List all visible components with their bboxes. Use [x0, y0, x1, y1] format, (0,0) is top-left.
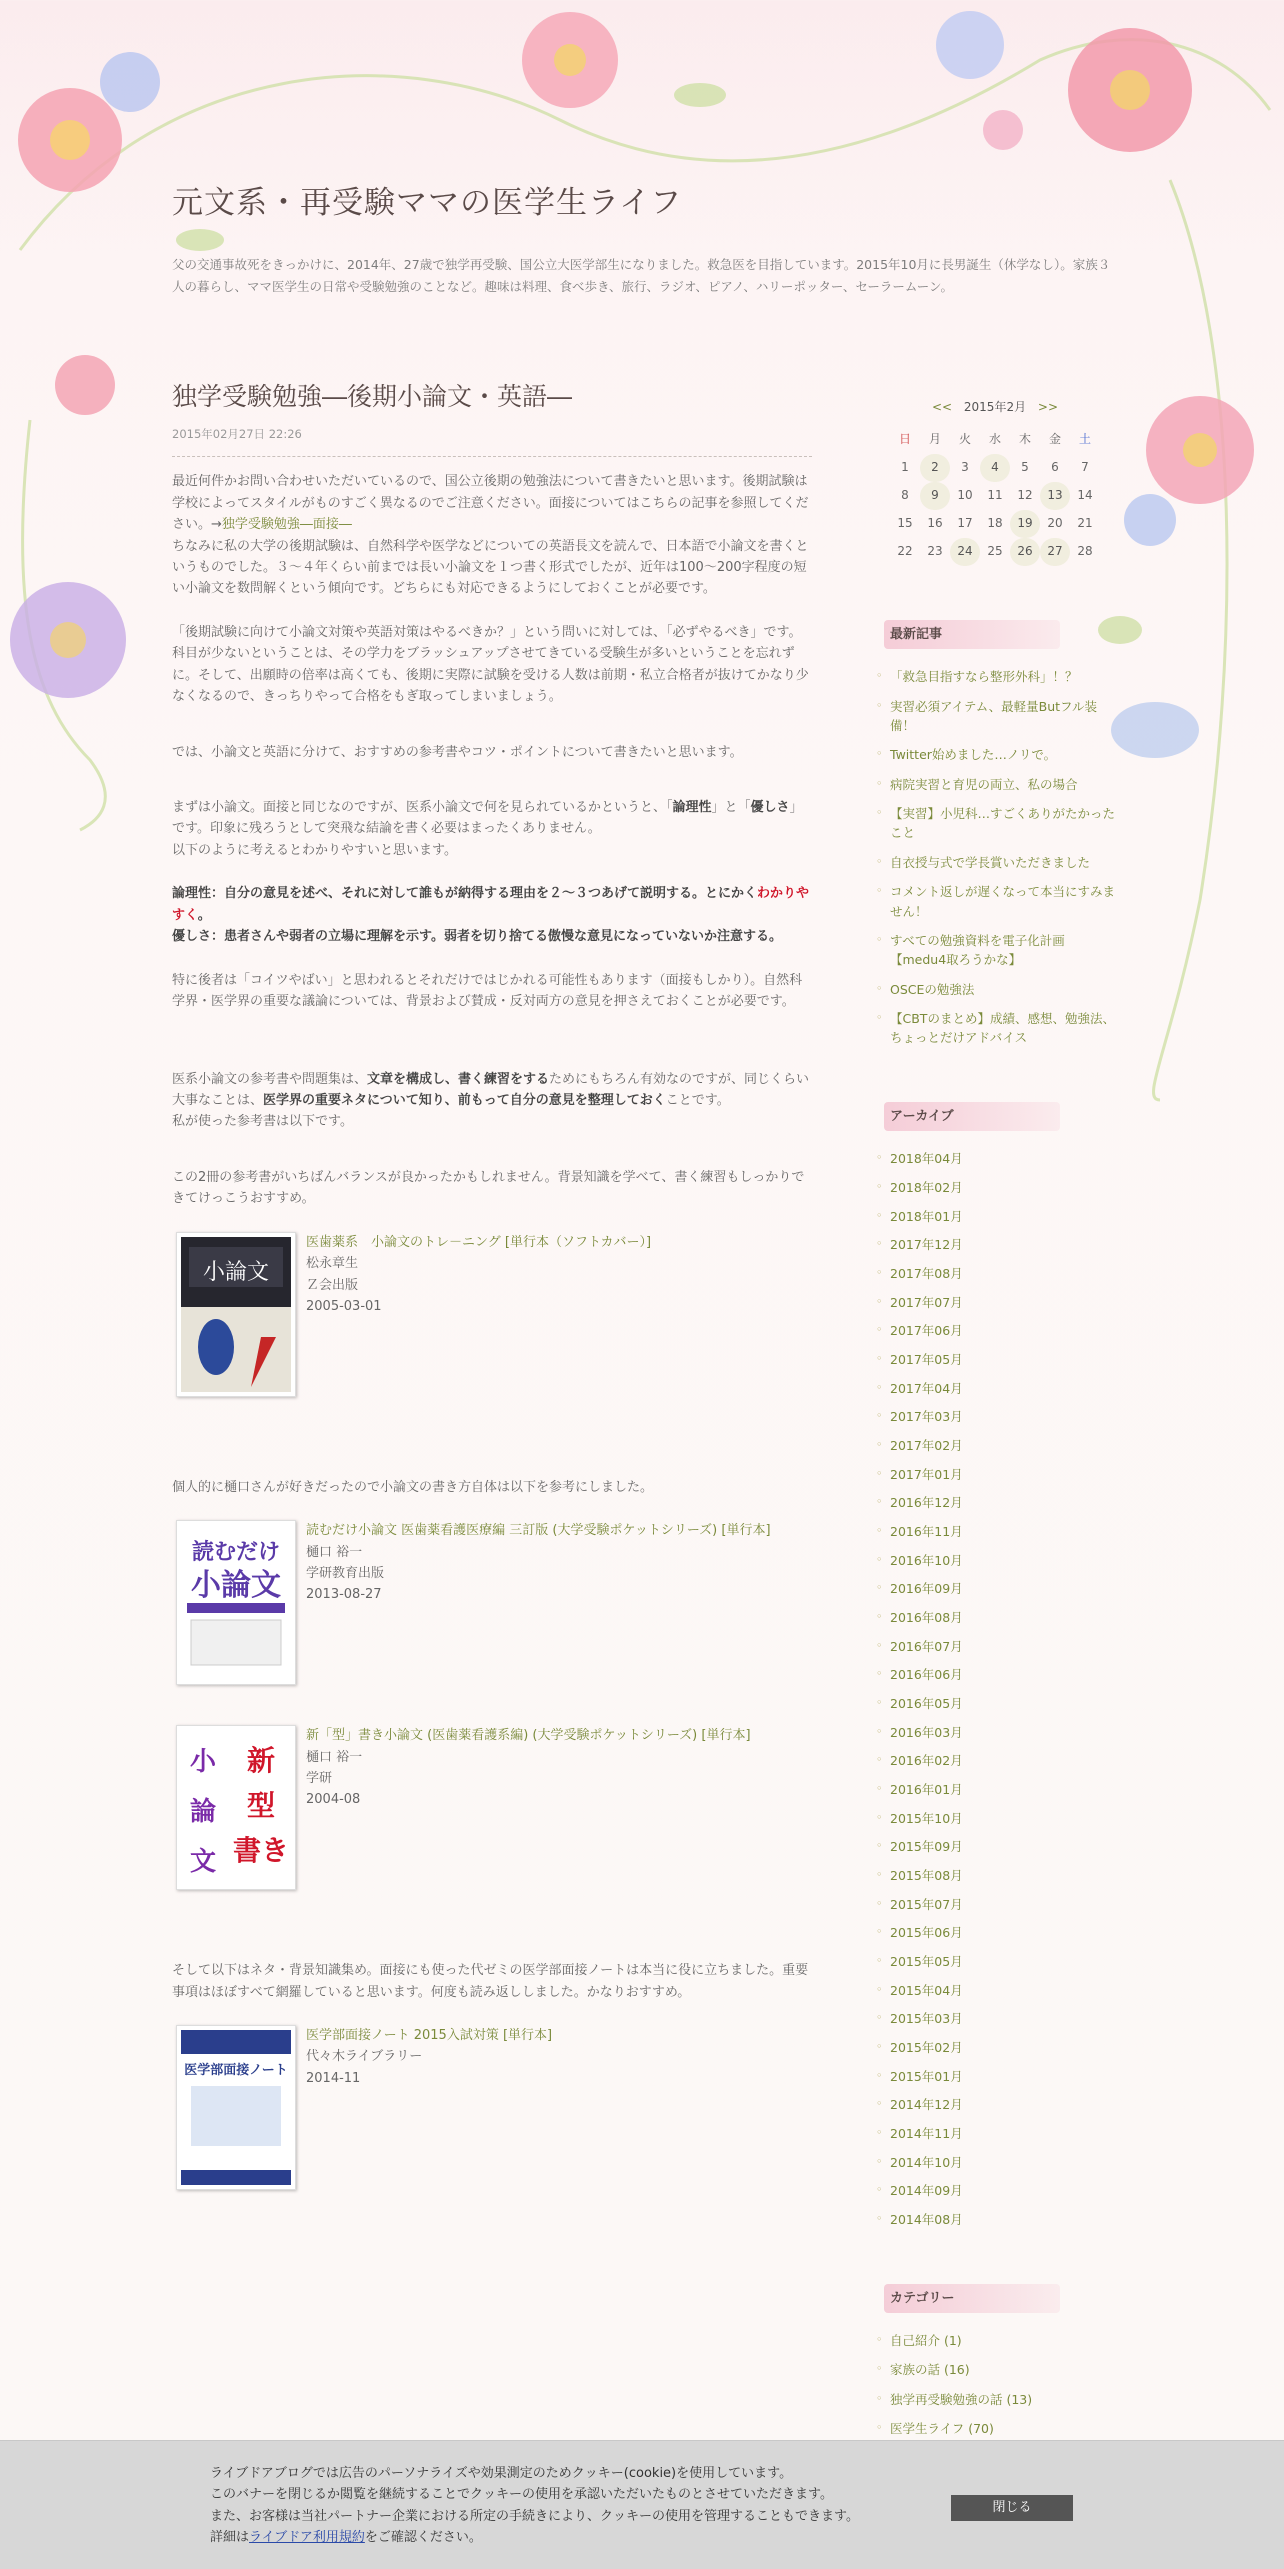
calendar-day-link[interactable]: 9: [920, 482, 950, 510]
calendar-next-link[interactable]: >>: [1037, 400, 1059, 414]
book-info: [306, 1232, 651, 1397]
book-title-link[interactable]: 医学部面接ノート 2015入試対策 [単行本]: [306, 2028, 553, 2044]
archive-month-link[interactable]: ◦ 2016年06月: [890, 1665, 1120, 1684]
text: 最近何件かお問い合わせいただいているので、国公立後期の勉強法について書きたいと思います。後期試験は学校によってスタイルがものすごく異なるのでご注意ください。面接についてはこちらの記事を参照してください。→: [172, 474, 809, 533]
calendar-day-link[interactable]: 27: [1040, 538, 1070, 566]
archive-heading: アーカイブ: [890, 1100, 1040, 1133]
category-link[interactable]: ◦ 家族の話 (16): [890, 2360, 1120, 2379]
calendar-day-link[interactable]: 24: [950, 538, 980, 566]
book-author: 樋口 裕一: [306, 1749, 363, 1765]
calendar-weekday: 日: [898, 431, 911, 446]
book-item: [176, 1520, 812, 1685]
book-publisher: 学研教育出版: [306, 1566, 385, 1582]
text: 」です。印象に残ろうとして突飛な結論を書く必要はまったくありません。: [172, 800, 803, 837]
cookie-line: [210, 2527, 859, 2548]
archive-month-link[interactable]: ◦ 2016年12月: [890, 1493, 1120, 1512]
recent-post-link[interactable]: ◦ Twitter始めました…ノリで。: [890, 745, 1120, 764]
calendar-day: 21: [1077, 515, 1093, 530]
archive-month-link[interactable]: ◦ 2015年08月: [890, 1866, 1120, 1885]
calendar-day: 3: [961, 459, 969, 474]
archive-month-link[interactable]: ◦ 2017年07月: [890, 1293, 1120, 1312]
entry-date: 2015年02月27日 22:26: [172, 425, 812, 457]
archive-month-link[interactable]: ◦ 2017年03月: [890, 1407, 1120, 1426]
entry-title[interactable]: 独学受験勉強―後期小論文・英語―: [172, 382, 573, 411]
paragraph-intro: [172, 471, 812, 600]
archive-month-link[interactable]: ◦ 2016年07月: [890, 1637, 1120, 1656]
book-info: [306, 2025, 552, 2190]
cookie-line: このバナーを閉じるか閲覧を継続することでクッキーの使用を承認いただいたものとさせていただきます。: [210, 2487, 833, 2503]
book-info: [306, 1520, 771, 1685]
calendar: [890, 398, 1100, 566]
calendar-day: 11: [987, 487, 1003, 502]
cookie-line: また、お客様は当社パートナー企業における所定の手続きにより、クッキーの使用を管理することもできます。: [210, 2508, 859, 2524]
archive-month-link[interactable]: ◦ 2014年09月: [890, 2181, 1120, 2200]
recent-post-link[interactable]: ◦ 病院実習と育児の両立、私の場合: [890, 775, 1120, 794]
interview-article-link[interactable]: 独学受験勉強―面接―: [221, 517, 352, 533]
calendar-month: 2015年2月: [963, 400, 1027, 414]
calendar-day: 14: [1077, 487, 1093, 502]
archive-month-link[interactable]: ◦ 2014年12月: [890, 2095, 1120, 2114]
archive-month-link[interactable]: ◦ 2017年04月: [890, 1379, 1120, 1398]
archive-month-link[interactable]: ◦ 2015年04月: [890, 1981, 1120, 2000]
archive-month-link[interactable]: ◦ 2015年05月: [890, 1952, 1120, 1971]
book-publisher: 2014-11: [306, 2070, 361, 2086]
paragraph-essay-points: [172, 797, 812, 861]
text: 論理性：自分の意見を述べ、それに対して誰もが納得する理由を２～３つあげて説明する。とにかく: [172, 886, 758, 902]
book-title-link[interactable]: 医歯薬系 小論文のトレ－ニング [単行本（ソフトカバー）]: [306, 1234, 652, 1250]
book-item: [176, 1232, 812, 1397]
archive-month-link[interactable]: ◦ 2016年11月: [890, 1522, 1120, 1541]
svg-text:小論文: 小論文: [191, 1568, 281, 1604]
calendar-day: 28: [1077, 543, 1093, 558]
archive-list: [890, 1149, 1120, 2229]
recent-posts-list: [890, 667, 1120, 1048]
archive-month-link[interactable]: ◦ 2016年10月: [890, 1551, 1120, 1570]
recent-post-link[interactable]: ◦ 「救急目指すなら整形外科」！？: [890, 667, 1120, 686]
svg-text:論: 論: [189, 1797, 217, 1828]
paragraph-definitions: [172, 883, 812, 947]
text: をご確認ください。: [364, 2530, 482, 2546]
entry-body: [172, 471, 812, 2190]
blog-description: 父の交通事故死をきっかけに、2014年、27歳で独学再受験、国公立大医学部生になりました。救急医を目指しています。2015年10月に長男誕生（休学なし）。家族３人の暮らし、ママ医学生の日常や受験勉強のことなど。趣味は料理、食べ歩き、旅行、ラジオ、ピアノ、ハリーポッター、セーラームーン。: [172, 257, 1111, 294]
archive-month-link[interactable]: ◦ 2017年06月: [890, 1321, 1120, 1340]
book-publisher: 学研: [306, 1771, 333, 1787]
text: 優しさ：患者さんや弱者の立場に理解を示す。弱者を切り捨てる傲慢な意見になっていないか注意する。: [172, 929, 782, 945]
text: 詳細は: [210, 2530, 250, 2546]
calendar-day: 7: [1081, 459, 1089, 474]
text: 医系小論文の参考書や問題集は、: [172, 1071, 368, 1087]
red-emphasis: わかりやすく: [172, 886, 810, 923]
archive-month-link[interactable]: ◦ 2014年11月: [890, 2124, 1120, 2143]
recent-post-link[interactable]: ◦ 【CBTのまとめ】成績、感想、勉強法、ちょっとだけアドバイス: [890, 1009, 1120, 1048]
calendar-day: 17: [957, 515, 973, 530]
category-heading: カテゴリー: [890, 2282, 1040, 2315]
text: 私が使った参考書は以下です。: [172, 1114, 353, 1130]
archive-month-link[interactable]: ◦ 2018年01月: [890, 1207, 1120, 1226]
paragraph-caution: 特に後者は「コイツやばい」と思われるとそれだけではじかれる可能性もあります（面接もしかり）。自然科学界・医学界の重要な議論については、背景および賛成・反対両方の意見を押さえておくことが必要です。: [172, 972, 803, 1010]
calendar-day: 10: [957, 487, 973, 502]
category-link[interactable]: ◦ 自己紹介 (1): [890, 2331, 1120, 2350]
archive-month-link[interactable]: ◦ 2015年06月: [890, 1923, 1120, 1942]
text: まずは小論文。面接と同じなのですが、医系小論文で何を見られているかというと、「: [172, 800, 673, 816]
archive-month-link[interactable]: ◦ 2015年01月: [890, 2067, 1120, 2086]
recent-posts-heading: 最新記事: [890, 618, 1040, 651]
calendar-weekday: 火: [958, 431, 971, 446]
archive-month-link[interactable]: ◦ 2017年08月: [890, 1264, 1120, 1283]
calendar-day: 25: [987, 543, 1003, 558]
archive-month-link[interactable]: ◦ 2015年07月: [890, 1895, 1120, 1914]
archive-month-link[interactable]: ◦ 2018年04月: [890, 1149, 1120, 1168]
book-cover-image[interactable]: [176, 1232, 296, 1397]
archive-month-link[interactable]: ◦ 2014年10月: [890, 2153, 1120, 2172]
recent-post-link[interactable]: ◦ 実習必須アイテム、最軽量Butフル装備！: [890, 697, 1120, 736]
archive-month-link[interactable]: ◦ 2016年05月: [890, 1694, 1120, 1713]
svg-text:小論文: 小論文: [202, 1259, 270, 1285]
sidebar: [890, 398, 1120, 2507]
bold-text: 論理性: [672, 800, 712, 816]
archive-month-link[interactable]: ◦ 2016年09月: [890, 1579, 1120, 1598]
paragraph-should-study: 「後期試験に向けて小論文対策や英語対策はやるべきか？」という問いに対しては、「必ずやるべき」です。科目が少ないということは、その学力をブラッシュアップさせてきている受験生が多いということを忘れずに。そして、出願時の倍率は高くても、後期に実際に試験を受ける人数は前期・私立合格者が抜けてかなり少なくなるので、きっちりやって合格をもぎ取ってしまいましょう。: [172, 624, 809, 705]
archive-month-link[interactable]: ◦ 2016年02月: [890, 1751, 1120, 1770]
calendar-day-link[interactable]: 2: [920, 454, 950, 482]
calendar-weekday: 金: [1048, 431, 1061, 446]
bold-text: 優しさ: [750, 800, 790, 816]
calendar-day-link[interactable]: 13: [1040, 482, 1070, 510]
calendar-day: 15: [897, 515, 913, 530]
text: ためにもちろん有効なのですが、同じくらい大事なことは、: [172, 1071, 810, 1108]
archive-month-link[interactable]: ◦ 2015年02月: [890, 2038, 1120, 2057]
text: 。: [197, 907, 211, 923]
archive-month-link[interactable]: ◦ 2015年09月: [890, 1837, 1120, 1856]
calendar-day: 18: [987, 515, 1003, 530]
text: 」と「: [711, 800, 751, 816]
calendar-day-link[interactable]: 26: [1010, 538, 1040, 566]
cookie-close-button[interactable]: 閉じる: [951, 2495, 1073, 2521]
calendar-day: 16: [927, 515, 943, 530]
terms-link[interactable]: ライブドア利用規約: [249, 2530, 365, 2546]
calendar-day: 22: [897, 543, 913, 558]
text: ちなみに私の大学の後期試験は、自然科学や医学などについての英語長文を読んで、日本語で小論文を書くというものでした。３～４年くらい前までは長い小論文を１つ書く形式でしたが、近年は100～200字程度の短い小論文を数問解くという傾向です。どちらにも対応できるようにしておくことが必要です。: [172, 538, 809, 597]
archive-month-link[interactable]: ◦ 2016年08月: [890, 1608, 1120, 1627]
calendar-day: 5: [1021, 459, 1029, 474]
calendar-day: 1: [901, 459, 909, 474]
archive-month-link[interactable]: ◦ 2016年01月: [890, 1780, 1120, 1799]
category-link[interactable]: ◦ 医学生ライフ (70): [890, 2419, 1120, 2438]
paragraph-higuchi: 個人的に樋口さんが好きだったので小論文の書き方自体は以下を参考にしました。: [172, 1479, 654, 1495]
calendar-weekday: 水: [988, 431, 1001, 446]
calendar-table: [890, 426, 1100, 566]
book-author: 代々木ライブラリー: [306, 2049, 423, 2065]
book-cover-image[interactable]: [176, 1725, 296, 1890]
calendar-header: [890, 398, 1100, 418]
svg-text:読むだけ: 読むだけ: [191, 1540, 281, 1566]
archive-month-link[interactable]: ◦ 2016年03月: [890, 1723, 1120, 1742]
paragraph-overview: では、小論文と英語に分けて、おすすめの参考書やコツ・ポイントについて書きたいと思います。: [172, 744, 743, 760]
book-item: [176, 1725, 812, 1890]
text: ことです。: [665, 1092, 730, 1108]
calendar-day-link[interactable]: 19: [1010, 510, 1040, 538]
svg-text:新: 新: [246, 1744, 276, 1778]
book-title-link[interactable]: 新「型」書き小論文 (医歯薬看護系編) (大学受験ポケットシリーズ) [単行本]: [306, 1728, 751, 1744]
archive-month-link[interactable]: ◦ 2018年02月: [890, 1178, 1120, 1197]
book-item: [176, 2025, 812, 2190]
svg-text:小: 小: [189, 1747, 217, 1778]
recent-post-link[interactable]: ◦ すべての勉強資料を電子化計画【medu4取ろうかな】: [890, 931, 1120, 970]
bold-text: 医学界の重要ネタについて知り、前もって自分の意見を整理しておく: [263, 1092, 666, 1108]
text: 以下のように考えるとわかりやすいと思います。: [172, 842, 457, 858]
book-date: 2004-08: [306, 1792, 361, 1808]
calendar-day: 20: [1047, 515, 1063, 530]
book-date: 2005-03-01: [306, 1299, 382, 1315]
archive-month-link[interactable]: ◦ 2015年03月: [890, 2009, 1120, 2028]
book-cover-image[interactable]: [176, 1520, 296, 1685]
book-date: 2013-08-27: [306, 1587, 382, 1603]
book-publisher: Ｚ会出版: [306, 1277, 359, 1293]
book-cover-image[interactable]: [176, 2025, 296, 2190]
archive-month-link[interactable]: ◦ 2017年12月: [890, 1235, 1120, 1254]
main-content: [172, 376, 812, 2190]
book-author: 松永章生: [306, 1256, 359, 1272]
book-title-link[interactable]: 読むだけ小論文 医歯薬看護医療編 三訂版 (大学受験ポケットシリーズ) [単行本]: [306, 1523, 771, 1539]
book-author: 樋口 裕一: [306, 1544, 363, 1560]
cookie-banner: [0, 2440, 1284, 2569]
recent-post-link[interactable]: ◦ OSCEの勉強法: [890, 980, 1120, 999]
calendar-day: 8: [901, 487, 909, 502]
cookie-text: [210, 2463, 859, 2549]
svg-text:型: 型: [246, 1789, 276, 1823]
calendar-weekday: 木: [1018, 431, 1031, 446]
paragraph-references: [172, 1069, 812, 1133]
category-link[interactable]: ◦ 独学再受験勉強の話 (13): [890, 2390, 1120, 2409]
calendar-weekday: 月: [928, 431, 941, 446]
svg-text:医学部面接ノート: 医学部面接ノート: [184, 2063, 288, 2079]
svg-text:文: 文: [189, 1847, 217, 1878]
recent-post-link[interactable]: ◦ 【実習】小児科…すごくありがたかったこと: [890, 804, 1120, 843]
book-info: [306, 1725, 751, 1890]
calendar-prev-link[interactable]: <<: [931, 400, 953, 414]
bold-text: 文章を構成し、書く練習をする: [367, 1071, 550, 1087]
archive-month-link[interactable]: ◦ 2015年10月: [890, 1809, 1120, 1828]
recent-post-link[interactable]: ◦ コメント返しが遅くなって本当にすみません！: [890, 882, 1120, 921]
calendar-day: 12: [1017, 487, 1033, 502]
recent-post-link[interactable]: ◦ 自衣授与式で学長賞いただきました: [890, 853, 1120, 872]
paragraph-two-books: この2冊の参考書がいちばんバランスが良かったかもしれません。背景知識を学べて、書く練習もしっかりできてけっこうおすすめ。: [172, 1169, 805, 1207]
archive-month-link[interactable]: ◦ 2017年05月: [890, 1350, 1120, 1369]
blog-title[interactable]: 元文系・再受験ママの医学生ライフ: [172, 185, 683, 221]
archive-month-link[interactable]: ◦ 2017年02月: [890, 1436, 1120, 1455]
calendar-weekday: 土: [1078, 431, 1091, 446]
cookie-line: ライブドアブログでは広告のパーソナライズや効果測定のためクッキー(cookie)を使用しています。: [210, 2466, 793, 2481]
calendar-day: 6: [1051, 459, 1059, 474]
archive-month-link[interactable]: ◦ 2014年08月: [890, 2210, 1120, 2229]
calendar-day-link[interactable]: 4: [980, 454, 1010, 482]
svg-text:書き: 書き: [232, 1834, 290, 1868]
calendar-day: 23: [927, 543, 943, 558]
paragraph-neta: そして以下はネタ・背景知識集め。面接にも使った代ゼミの医学部面接ノートは本当に役に立ちました。重要事項はほぼすべて網羅していると思います。何度も読み返ししました。かなりおすすめ。: [172, 1963, 809, 2000]
archive-month-link[interactable]: ◦ 2017年01月: [890, 1465, 1120, 1484]
